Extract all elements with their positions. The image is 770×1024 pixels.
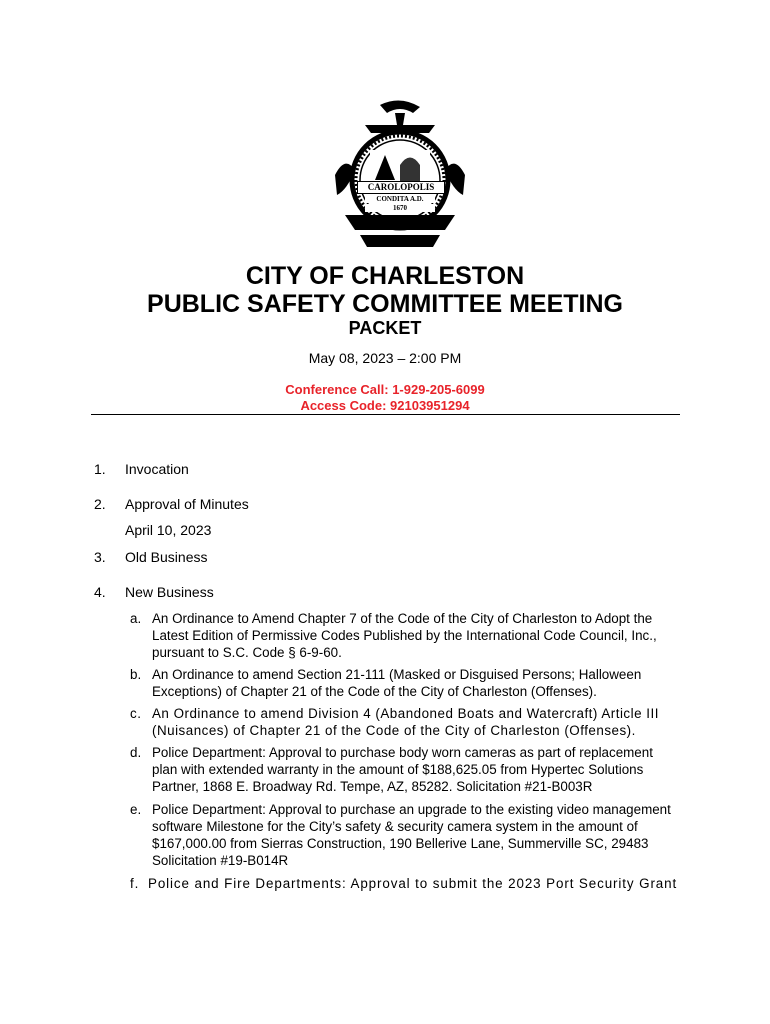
item-letter: a. (130, 611, 142, 626)
conference-call: Conference Call: 1-929-205-6099 (285, 382, 485, 397)
agenda-number: 3. (94, 549, 106, 565)
agenda-number: 4. (94, 584, 106, 600)
city-seal-graphic (325, 95, 475, 255)
item-text: Police Department: Approval to purchase body worn cameras as part of replacement plan with extended warranty in the amount of $188,625.05 from Hypertec Solutions Partner, 1868 E. Broadway Rd. Tempe, AZ, 85282. Solicitation #21-B003R (152, 745, 653, 794)
agenda-item-new-business: New Business (125, 584, 214, 600)
agenda-item-invocation: Invocation (125, 461, 189, 477)
item-text: An Ordinance to amend Division 4 (Abandoned Boats and Watercraft) Article III (Nuisances) of Chapter 21 of the Code of the City of Charleston (Offenses). (152, 706, 659, 738)
agenda-item-old-business: Old Business (125, 549, 208, 565)
agenda-number: 2. (94, 496, 106, 512)
header-divider (91, 414, 680, 415)
item-letter: b. (130, 667, 142, 682)
new-business-item-f (130, 875, 690, 892)
title-line3: PACKET (348, 318, 422, 338)
item-text: An Ordinance to Amend Chapter 7 of the Code of the City of Charleston to Adopt the Latest Edition of Permissive Codes Published by the International Code Council, Inc., pursuant to S.C. Code § 6-9-60. (152, 611, 657, 660)
item-letter: c. (130, 706, 142, 721)
new-business-item-d (130, 744, 680, 795)
minutes-date: April 10, 2023 (125, 522, 212, 538)
item-text: Police Department: Approval to purchase an upgrade to the existing video management software Milestone for the City’s safety & security camera system in the amount of $167,000.00 from Sierras Construction, 190 Bellerive Lane, Summerville SC, 29483 Solicitation #19-B014R (152, 802, 671, 868)
item-letter: e. (130, 802, 142, 817)
title-line1: CITY OF CHARLESTON (245, 262, 525, 290)
new-business-item-c (130, 705, 680, 739)
seal-banner-text: CAROLOPOLIS (357, 181, 445, 194)
seal-lower-text: CONDITA A.D. (365, 195, 435, 203)
agenda-number: 1. (94, 461, 106, 477)
new-business-item-e (130, 801, 680, 869)
meeting-date: May 08, 2023 – 2:00 PM (308, 350, 462, 366)
city-seal (325, 95, 475, 255)
seal-year: 1670 (365, 204, 435, 212)
access-code: Access Code: 92103951294 (300, 398, 470, 413)
agenda-item-approval-of-minutes: Approval of Minutes (125, 496, 249, 512)
item-letter: d. (130, 745, 142, 760)
item-text: An Ordinance to amend Section 21-111 (Masked or Disguised Persons; Halloween Exceptions) of Chapter 21 of the Code of the City of Charleston (Offenses). (152, 667, 642, 699)
item-letter: f. (130, 876, 140, 891)
item-text: Police and Fire Departments: Approval to submit the 2023 Port Security Grant (148, 876, 678, 891)
new-business-item-b (130, 666, 680, 700)
new-business-item-a (130, 610, 680, 661)
title-line2: PUBLIC SAFETY COMMITTEE MEETING (147, 290, 623, 318)
